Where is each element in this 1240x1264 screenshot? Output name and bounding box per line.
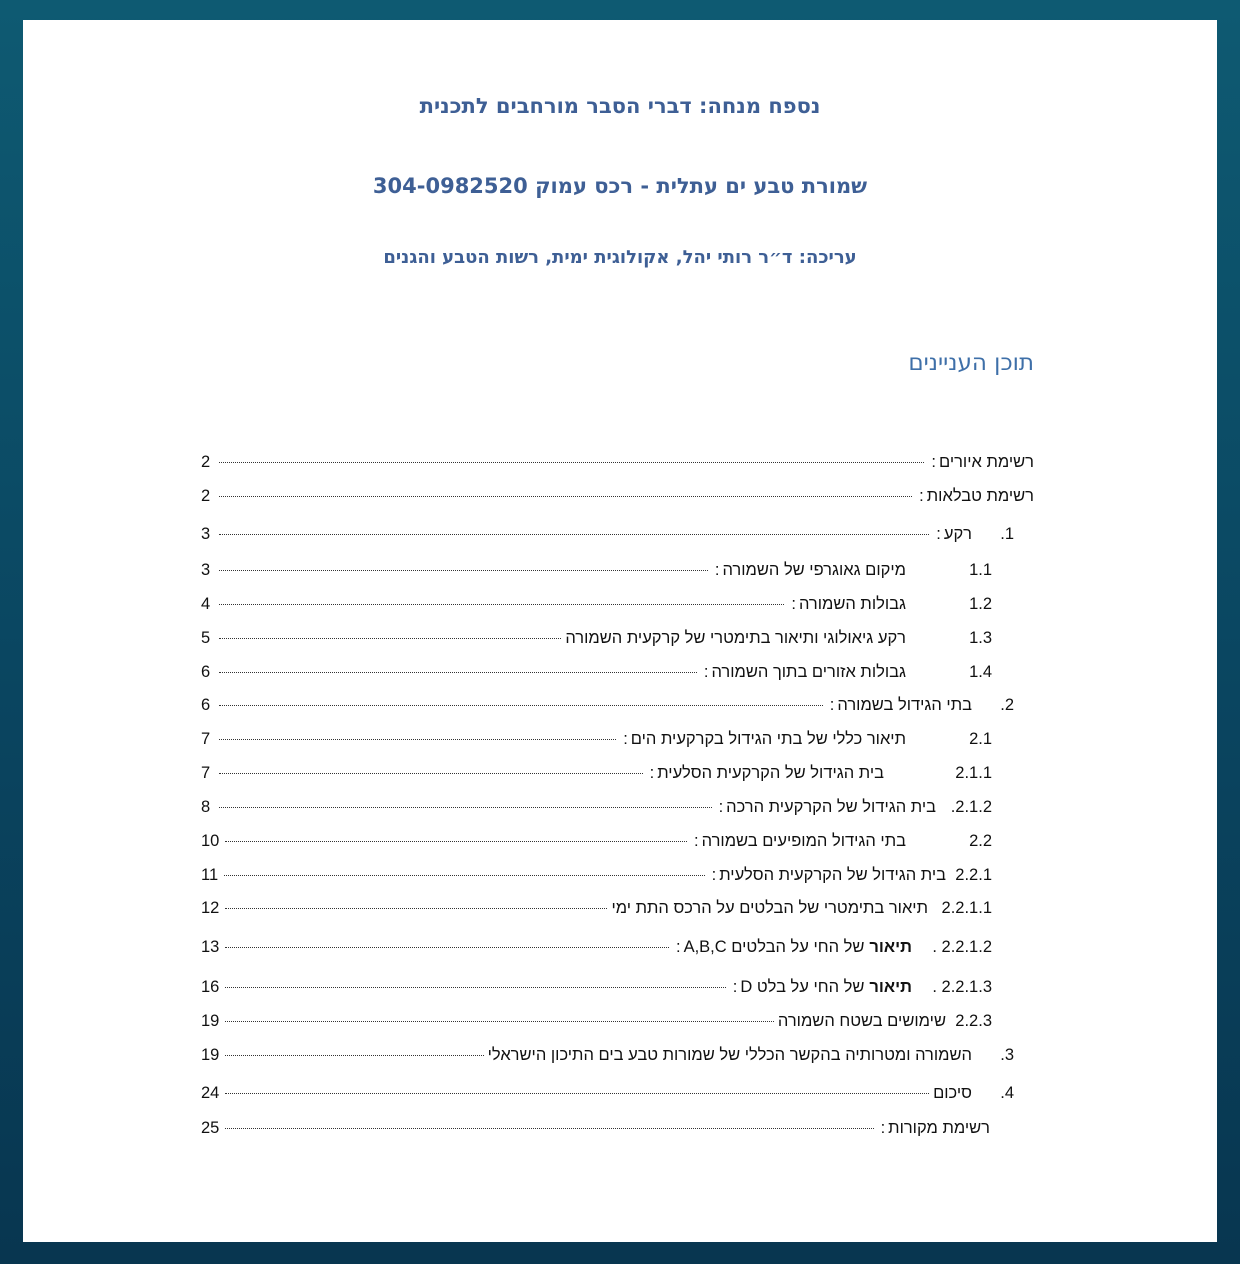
toc-entry-title: בתי הגידול המופיעים בשמורה xyxy=(701,832,906,850)
toc-entry-page: 3 xyxy=(201,525,211,543)
toc-entry-page: 16 xyxy=(201,978,220,996)
toc-entry-page: 19 xyxy=(201,1012,220,1030)
toc-entry-title: גבולות אזורים בתוך השמורה xyxy=(711,663,906,681)
toc-entry-page: 7 xyxy=(201,730,211,748)
toc-entry-page: 3 xyxy=(201,561,211,579)
toc-entry-title: רשימת טבלאות xyxy=(926,487,1034,505)
document-page xyxy=(23,20,1217,1242)
toc-entry-3[interactable] xyxy=(201,1046,1014,1072)
editor-credit: עריכה: ד״ר רותי יהל, אקולוגית ימית, רשות הטבע והגנים xyxy=(383,247,857,268)
toc-entry-title: של החי על בלט D xyxy=(740,978,865,996)
toc-entry-1-3[interactable] xyxy=(201,629,992,655)
dot-leader xyxy=(219,807,712,808)
toc-entry-2[interactable]: 2. בתי הגידול בשמורה : 6 xyxy=(201,696,1014,714)
toc-entry-number: 4. xyxy=(1000,1084,1014,1102)
toc-entry-page: 7 xyxy=(201,764,211,782)
toc-entry-2-2-1-2[interactable]: 2.2.1.2 . תיאור של החי על הבלטים A,B,C : 13 xyxy=(201,938,992,956)
toc-entry-figures-list[interactable]: רשימת איורים : 2 xyxy=(201,453,1034,471)
toc-entry-page: 11 xyxy=(201,866,219,884)
dot-leader xyxy=(219,496,912,497)
appendix-title: נספח מנחה: דברי הסבר מורחבים לתכנית xyxy=(419,94,821,118)
toc-entry-title: מיקום גאוגרפי של השמורה xyxy=(722,561,906,579)
toc-entry-page: 24 xyxy=(201,1084,220,1102)
dot-leader xyxy=(219,705,823,706)
toc-entry-number: 2.1.1 xyxy=(955,764,992,782)
dot-leader xyxy=(225,1021,774,1022)
dot-leader xyxy=(225,1128,873,1129)
toc-entry-number: 3. xyxy=(1000,1046,1014,1064)
dot-leader xyxy=(219,739,616,740)
dot-leader xyxy=(219,534,929,535)
toc-entry-number: 2.2 xyxy=(969,832,992,850)
toc-entry-2-2-1[interactable]: 2.2.1 בית הגידול של הקרקעית הסלעית : 11 xyxy=(201,866,992,884)
dot-leader xyxy=(219,462,924,463)
toc-entry-number: 2. xyxy=(1000,696,1014,714)
toc-entry-title: של החי על הבלטים A,B,C xyxy=(683,938,865,956)
toc-entry-title: תיאור בתימטרי של הבלטים על הרכס התת ימי xyxy=(611,899,928,917)
toc-heading: תוכן העניינים xyxy=(908,350,1034,376)
toc-entry-2-2-1-1[interactable] xyxy=(201,899,992,925)
toc-entry-1-1[interactable]: 1.1 מיקום גאוגרפי של השמורה : 3 xyxy=(201,561,992,579)
toc-entry-number: 1.2 xyxy=(969,595,992,613)
toc-entry-1[interactable]: 1. רקע : 3 xyxy=(201,525,1014,543)
dot-leader xyxy=(219,638,561,639)
dot-leader xyxy=(219,604,784,605)
dot-leader xyxy=(225,1055,483,1056)
toc-entry-page: 13 xyxy=(201,938,220,956)
toc-entry-number: 2.2.1 xyxy=(955,866,992,884)
toc-entry-1-2[interactable]: 1.2 גבולות השמורה : 4 xyxy=(201,595,992,613)
toc-entry-2-2-3[interactable] xyxy=(201,1012,992,1038)
toc-entry-number: 1. xyxy=(1000,525,1014,543)
dot-leader xyxy=(219,773,643,774)
dot-leader xyxy=(225,947,669,948)
toc-entry-title: בית הגידול של הקרקעית הרכה xyxy=(726,798,936,816)
toc-entry-2-1[interactable]: 2.1 תיאור כללי של בתי הגידול בקרקעית הים : 7 xyxy=(201,730,992,748)
reserve-title: שמורת טבע ים עתלית - רכס עמוק 304-0982520 xyxy=(372,174,868,198)
toc-entry-page: 8 xyxy=(201,798,211,816)
toc-entry-page: 2 xyxy=(201,453,211,471)
toc-entry-number: 2.2.1.1 xyxy=(941,899,992,917)
toc-entry-title-bold: תיאור xyxy=(869,978,912,996)
toc-entry-title: תיאור כללי של בתי הגידול בקרקעית הים xyxy=(630,730,906,748)
toc-entry-title: בית הגידול של הקרקעית הסלעית xyxy=(719,866,946,884)
toc-entry-title: רקע xyxy=(943,525,972,543)
toc-entry-title: בתי הגידול בשמורה xyxy=(837,696,972,714)
toc-entry-title: בית הגידול של הקרקעית הסלעית xyxy=(657,764,884,782)
toc-entry-number: 2.2.1.3 . xyxy=(932,978,992,996)
toc-entry-page: 25 xyxy=(201,1119,220,1137)
toc-entry-tables-list[interactable]: רשימת טבלאות : 2 xyxy=(201,487,1034,505)
toc-entry-page: 6 xyxy=(201,663,211,681)
toc-entry-number: 2.1.2. xyxy=(950,798,992,816)
toc-entry-page: 4 xyxy=(201,595,211,613)
toc-entry-1-4[interactable]: 1.4 גבולות אזורים בתוך השמורה : 6 xyxy=(201,663,992,681)
toc-entry-page: 19 xyxy=(201,1046,220,1064)
toc-entry-number: 2.1 xyxy=(969,730,992,748)
toc-entry-number: 2.2.1.2 . xyxy=(932,938,992,956)
toc-entry-title: רקע גיאולוגי ותיאור בתימטרי של קרקעית השמורה xyxy=(565,629,906,647)
toc-entry-number: 1.1 xyxy=(969,561,992,579)
toc-entry-title: השמורה ומטרותיה בהקשר הכללי של שמורות טבע בים התיכון הישראלי xyxy=(487,1046,972,1064)
toc-entry-page: 6 xyxy=(201,696,211,714)
toc-entry-page: 12 xyxy=(201,899,220,917)
toc-entry-2-2[interactable]: 2.2 בתי הגידול המופיעים בשמורה : 10 xyxy=(201,832,992,850)
dot-leader xyxy=(225,987,725,988)
dot-leader xyxy=(225,1093,929,1094)
toc-entry-title: גבולות השמורה xyxy=(798,595,906,613)
toc-entry-title: רשימת איורים xyxy=(938,453,1034,471)
toc-entry-number: 1.3 xyxy=(969,629,992,647)
dot-leader xyxy=(225,908,607,909)
toc-entry-references[interactable]: רשימת מקורות : 25 xyxy=(201,1119,990,1137)
toc-entry-2-2-1-3[interactable]: 2.2.1.3 . תיאור של החי על בלט D : 16 xyxy=(201,978,992,996)
toc-entry-title: רשימת מקורות xyxy=(888,1119,990,1137)
toc-entry-title: סיכום xyxy=(933,1084,972,1102)
toc-entry-2-1-2[interactable]: 2.1.2. בית הגידול של הקרקעית הרכה : 8 xyxy=(201,798,992,816)
toc-entry-title-bold: תיאור xyxy=(869,938,912,956)
dot-leader xyxy=(225,841,687,842)
toc-entry-page: 5 xyxy=(201,629,211,647)
toc-entry-4[interactable] xyxy=(201,1084,1014,1110)
toc-entry-number: 1.4 xyxy=(969,663,992,681)
toc-entry-page: 2 xyxy=(201,487,211,505)
dot-leader xyxy=(219,570,708,571)
toc-entry-2-1-1[interactable]: 2.1.1 בית הגידול של הקרקעית הסלעית : 7 xyxy=(201,764,992,782)
dot-leader xyxy=(224,875,705,876)
toc-entry-number: 2.2.3 xyxy=(955,1012,992,1030)
toc-entry-title: שימושים בשטח השמורה xyxy=(777,1012,946,1030)
toc-entry-page: 10 xyxy=(201,832,220,850)
dot-leader xyxy=(219,672,697,673)
